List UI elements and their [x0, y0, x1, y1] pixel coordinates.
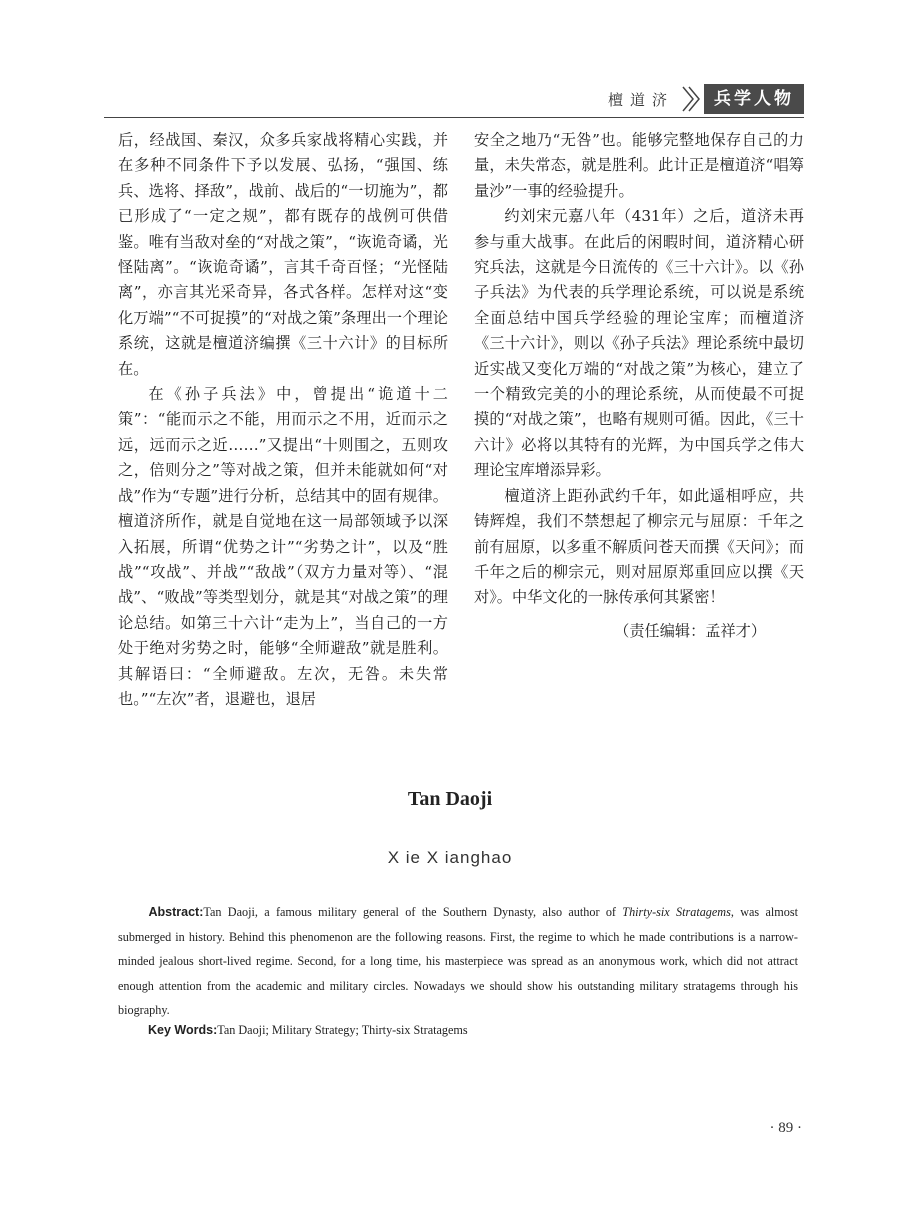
- left-column: [118, 128, 448, 712]
- header-section-badge: 兵学人物: [704, 84, 804, 114]
- abstract-label: Abstract:: [148, 905, 204, 919]
- paragraph: 在《孙子兵法》中，曾提出“诡道十二策”：“能而示之不能，用而示之不用，近而示之远，远而示之近……”又提出“十则围之，五则攻之，倍则分之”等对战之策，但并未能就如何“对战”作为“专题”进行分析，总结其中的固有规律。檀道济所作，就是自觉地在这一局部领域予以深入拓展，所谓“优势之计”“劣势之计”，以及“胜战”“攻战”、并战”“敌战”（双方力量对等）、“混战”、“败战”等类型划分，就是其“对战之策”的理论总结。如第三十六计“走为上”，当自己的一方处于绝对劣势之时，能够“全师避敌”就是胜利。其解语曰：“全师避敌。左次，无咎。未失常也。”“左次”者，退避也，退居: [118, 385, 448, 708]
- paragraph: 檀道济上距孙武约千年，如此遥相呼应，共铸辉煌，我们不禁想起了柳宗元与屈原：千年之前有屈原，以多重不解质问苍天而撰《天问》；而千年之后的柳宗元，则对屈原郑重回应以撰《天对》。中华文化的一脉传承何其紧密！: [474, 486, 804, 607]
- header-author: 檀道济: [607, 90, 674, 109]
- abstract-text: Tan Daoji, a famous military general of the Southern Dynasty, also author of: [203, 905, 623, 919]
- keywords-text: Tan Daoji; Military Strategy; Thirty-six Stratagems: [217, 1023, 468, 1037]
- abstract-text: , was almost submerged in history. Behind this phenomenon are the following reasons. First, the regime to which he made contributions is a narrow-minded jealous short-lived regime. Second, for a long time, his masterpiece was spread as an anonymous work, which did not attract enough attention from the academic and military circles. Nowadays we should show his outstanding military stratagems through his biography.: [118, 905, 798, 1017]
- page-number: · 89 ·: [769, 1120, 802, 1136]
- english-keywords: [148, 1018, 798, 1042]
- paragraph: 约刘宋元嘉八年（431年）之后，道济未再参与重大战事。在此后的闲暇时间，道济精心研究兵法，这就是今日流传的《三十六计》。以《孙子兵法》为代表的兵学理论系统，可以说是系统全面总结中国兵学经验的理论宝库；而檀道济《三十六计》，则以《孙子兵法》理论系统中最切近实战又变化万端的“对战之策”为核心，建立了一个精致完美的小的理论系统，从而使最不可捉摸的“对战之策”，也略有规则可循。因此，《三十六计》必将以其特有的光辉，为中国兵学之伟大理论宝库增添异彩。: [474, 207, 804, 480]
- english-title: Tan Daoji: [407, 788, 493, 810]
- header-rule: [104, 117, 804, 118]
- paragraph: 安全之地乃“无咎”也。能够完整地保存自己的力量，未失常态，就是胜利。此计正是檀道济“唱筹量沙”一事的经验提升。: [474, 131, 804, 200]
- responsible-editor: （责任编辑：孟祥才）: [614, 621, 766, 640]
- right-column: [474, 128, 804, 712]
- english-author: X ie X ianghao: [387, 848, 513, 867]
- keywords-label: Key Words:: [148, 1023, 218, 1037]
- abstract-book-title: Thirty-six Stratagems: [622, 905, 731, 919]
- english-abstract: [118, 900, 798, 1023]
- body-columns: [118, 128, 804, 712]
- paragraph: 后，经战国、秦汉，众多兵家战将精心实践，并在多种不同条件下予以发展、弘扬，“强国、练兵、选将、择敌”，战前、战后的“一切施为”，都已形成了“一定之规”，都有既存的战例可供借鉴。唯有当敌对垒的“对战之策”，“诙诡奇谲，光怪陆离”。“诙诡奇谲”，言其千奇百怪；“光怪陆离”，亦言其光采奇异，各式各样。怎样对这“变化万端”“不可捉摸”的“对战之策”条理出一个理论系统，这就是檀道济编撰《三十六计》的目标所在。: [118, 131, 448, 378]
- running-header: [608, 84, 804, 114]
- chevron-right-icon: [680, 84, 702, 114]
